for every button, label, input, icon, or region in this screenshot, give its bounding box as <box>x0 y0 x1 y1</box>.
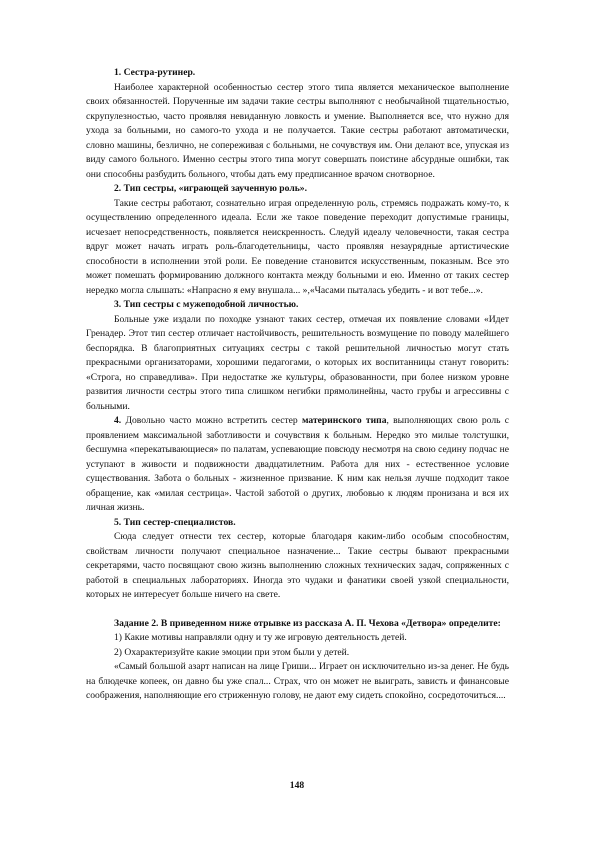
task-item: 1) Какие мотивы направляли одну и ту же игровую деятельность детей. <box>114 632 407 643</box>
section-1 <box>86 66 509 182</box>
section-heading: 3. Тип сестры с мужеподобной личностью. <box>114 299 299 310</box>
section-body <box>86 414 509 516</box>
section-heading: 2. Тип сестры, «играющей заученную роль». <box>114 183 307 194</box>
section-body: Такие сестры работают, сознательно играя определенную роль, стремясь подражать кому-то, к осуществлению определенного идеала. Если же такое поведение переходит допустимые границы, исчезает непосредственность, появляется неискренность. Следуй идеалу человечности, такая сестра вдруг может начать играть роль-благодетельницы, часто проявляя незаурядные артистические способности в исполнении этой роли. Ее поведение становится искусственным, показным. Все это может помешать формированию должного контакта между больными и ею. Именно от таких сестер нередко могла слышать: «Напрасно я ему внушала... »,«Часами пыталась убедить - и вот тебе...». <box>86 197 509 296</box>
page-number: 148 <box>289 780 305 791</box>
section-heading: 5. Тип сестер-специалистов. <box>114 516 236 528</box>
section-3 <box>86 298 509 414</box>
emphasis-term: материнского типа <box>301 415 387 426</box>
section-rest: , выполняющих свою роль с проявлением максимальной заботливости и сочувствия к больным. Нередко это милые толстушки, бесшумна «перекатывающиеся» по палатам, успевающие повсюду несмотря на свою седину подчас не уступают в живости и подвижности двадцатилетним. Работа для них - естественное условие существования. Забота о больных - жизненное призвание. К ним как нельзя лучше подходит такое обращение, как «милая сестрица». Частой заботой о других, любовью к людям пронизана и вся их личная жизнь. <box>86 415 510 513</box>
section-body: Наиболее характерной особенностью сестер этого типа является механическое выполнение своих обязанностей. Порученные им задачи такие сестры выполняют с необычайной тщательностью, скрупулезностью, часто проявляя невиданную ловкость и умение. Выполняется все, что нужно для ухода за больными, но самого-то ухода и не получается. Такие сестры работают автоматически, словно машины, безлично, не сопереживая с больными, не сочувствуя им. Они делают все, упуская из виду самого больного. Именно сестры этого типа могут совершать поистине абсурдные ошибки, так они способны разбудить больного, чтобы дать ему предписанное врачом снотворное. <box>86 81 509 180</box>
task-item: 2) Охарактеризуйте какие эмоции при этом были у детей. <box>114 646 350 658</box>
task-block <box>86 617 509 704</box>
section-5 <box>86 516 509 603</box>
section-4 <box>86 414 509 516</box>
section-lead: Довольно часто можно встретить сестер <box>125 415 302 426</box>
task-title: Задание 2. В приведенном ниже отрывке из рассказа А. П. Чехова «Детвора» определите: <box>114 617 501 629</box>
section-body: Больные уже издали по походке узнают таких сестер, отмечая их появление словами «Идет Гренадер. Этот тип сестер отличает настойчивость, решительность возмущение по поводу малейшего беспорядка. В благоприятных ситуациях сестры с такой решительной личностью могут стать прекрасными организаторами, хорошими педагогами, о которых их воспитанницы станут говорить: «Строга, но справедлива». При недостатке же культуры, образованности, при более низком уровне развития личности сестры этого типа слишком негибки прямолинейны, часто грубы и агрессивны с больными. <box>86 313 509 412</box>
section-heading: 1. Сестра-рутинер. <box>114 67 196 78</box>
section-2 <box>86 182 509 298</box>
task-quote: «Самый большой азарт написан на лице Гриши... Играет он исключительно из-за денег. Не будь на блюдечке копеек, он давно бы уже спал... Страх, что он может не выиграть, зависть и финансовые соображения, наполняющие его стриженную голову, не дают ему сидеть спокойно, сосредоточиться.... <box>86 661 509 701</box>
section-body: Сюда следует отнести тех сестер, которые благодаря каким-либо особым способностям, свойствам личности получают специальное назначение... Такие сестры бывают прекрасными секретарями, часто посвящают свою жизнь выполнению сложных технических задач, сопряженных с работой в специальных лабораториях. Иногда это чудаки и фанатики своей узкой специальности, которых не интересует больше ничего на свете. <box>86 531 509 600</box>
spacer <box>86 603 509 617</box>
section-number: 4. <box>114 415 126 426</box>
document-page <box>86 66 509 704</box>
